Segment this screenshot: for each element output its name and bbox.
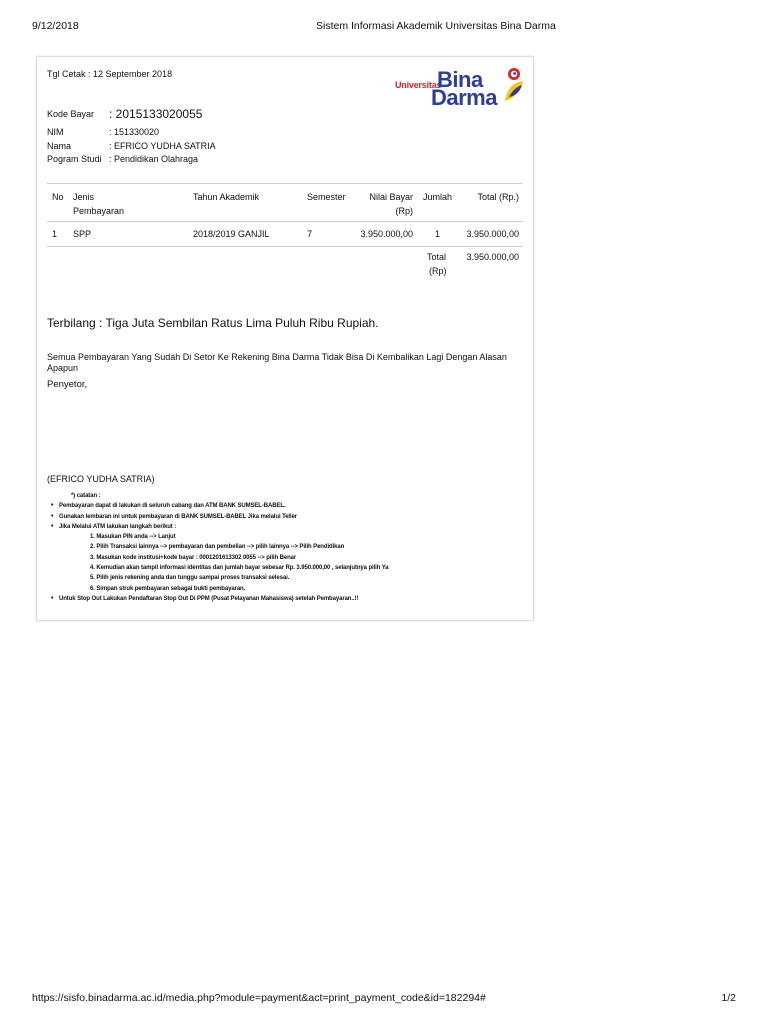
university-logo (395, 65, 525, 110)
table-row-rule (47, 246, 523, 247)
header-nilai-line1: Nilai Bayar (369, 192, 413, 202)
prodi-label: Pogram Studi (47, 154, 102, 164)
refund-note: Semua Pembayaran Yang Sudah Di Setor Ke Rekening Bina Darma Tidak Bisa Di Kembalikan Lagi Dengan Alasan Apapun (47, 352, 507, 373)
atm-step: 2. Pilih Transaksi lainnya --> pembayaran dan pembelian --> pilih lainnya --> Pilih Pendidikan (90, 544, 345, 551)
nama-value: : EFRICO YUDHA SATRIA (109, 141, 216, 151)
logo-line1: Bina (437, 67, 483, 92)
notes-title: *) catatan : (71, 493, 101, 499)
payment-receipt-card (36, 56, 534, 621)
table-header-rule (47, 221, 523, 222)
nim-label: NIM (47, 127, 64, 137)
atm-step: 3. Masukan kode institusi+kode bayar : 0001201613302 0055 --> pilih Benar (90, 554, 297, 561)
cell-jumlah: 1 (435, 229, 441, 239)
atm-step: 4. Kemudian akan tampil informasi identitas dan jumlah bayar sebesar Rp. 3.950.000,00 , selanjutnya pilih Ya (90, 565, 389, 572)
cell-no: 1 (52, 229, 58, 239)
logo-mark-icon (503, 67, 525, 103)
penyetor-label: Penyetor, (47, 379, 88, 390)
browser-print-date: 9/12/2018 (32, 20, 79, 32)
header-jenis-line2: Pembayaran (73, 206, 125, 216)
header-nilai-line2: (Rp) (395, 206, 413, 216)
atm-step: 6. Simpan struk pembayaran sebagai bukti pembayaran. (90, 585, 246, 592)
logo-prefix: Universitas (395, 80, 442, 90)
terbilang-text: Terbilang : Tiga Juta Sembilan Ratus Lima Puluh Ribu Rupiah. (47, 316, 379, 330)
cell-total: 3.950.000,00 (466, 229, 519, 239)
cell-tahun: 2018/2019 GANJIL (193, 229, 270, 239)
header-tahun: Tahun Akademik (193, 192, 260, 202)
note-item: • Pembayaran dapat di lakukan di seluruh cabang dan ATM BANK SUMSEL-BABEL. (59, 501, 529, 511)
logo-line2: Darma (431, 85, 497, 110)
header-no: No (52, 192, 64, 202)
cell-semester: 7 (307, 229, 313, 239)
cell-nilai: 3.950.000,00 (360, 229, 413, 239)
atm-step: 1. Masukan PIN anda --> Lanjut (90, 534, 176, 541)
header-total: Total (Rp.) (477, 192, 519, 202)
header-jenis-line1: Jenis (73, 192, 95, 202)
total-value: 3.950.000,00 (466, 252, 519, 262)
page-url: https://sisfo.binadarma.ac.id/media.php?module=payment&act=print_payment_code&id=182294# (32, 992, 486, 1004)
kode-bayar-value: : 2015133020055 (109, 107, 203, 121)
atm-step: 5. Pilih jenis rekening anda dan tunggu sampai proses transaksi selesai. (90, 575, 290, 582)
header-jumlah: Jumlah (423, 192, 453, 202)
browser-print-title: Sistem Informasi Akademik Universitas Bina Darma (316, 20, 556, 32)
prodi-value: : Pendidikan Olahraga (109, 154, 199, 164)
kode-bayar-label: Kode Bayar (47, 109, 95, 119)
table-top-rule (47, 183, 523, 184)
note-item: • Jika Melalui ATM lakukan langkah berikut : (59, 522, 529, 532)
nim-value: : 151330020 (109, 127, 160, 137)
header-semester: Semester (307, 192, 346, 202)
page-number: 1/2 (721, 992, 736, 1004)
signer-name: (EFRICO YUDHA SATRIA) (47, 474, 155, 484)
print-date: Tgl Cetak : 12 September 2018 (47, 69, 173, 79)
payment-notes (59, 491, 529, 604)
note-item: • Untuk Stop Out Lakukan Pendaftaran Stop Out Di PPM (Pusat Pelayanan Mahasiswa) setelah Pembayaran..!! (59, 594, 529, 604)
nama-label: Nama (47, 141, 72, 151)
cell-jenis: SPP (73, 229, 92, 239)
total-label-line2: (Rp) (429, 266, 447, 276)
total-label-line1: Total (427, 252, 447, 262)
note-item: • Gunakan lembaran ini untuk pembayaran di BANK SUMSEL-BABEL Jika melalui Teller (59, 512, 529, 522)
